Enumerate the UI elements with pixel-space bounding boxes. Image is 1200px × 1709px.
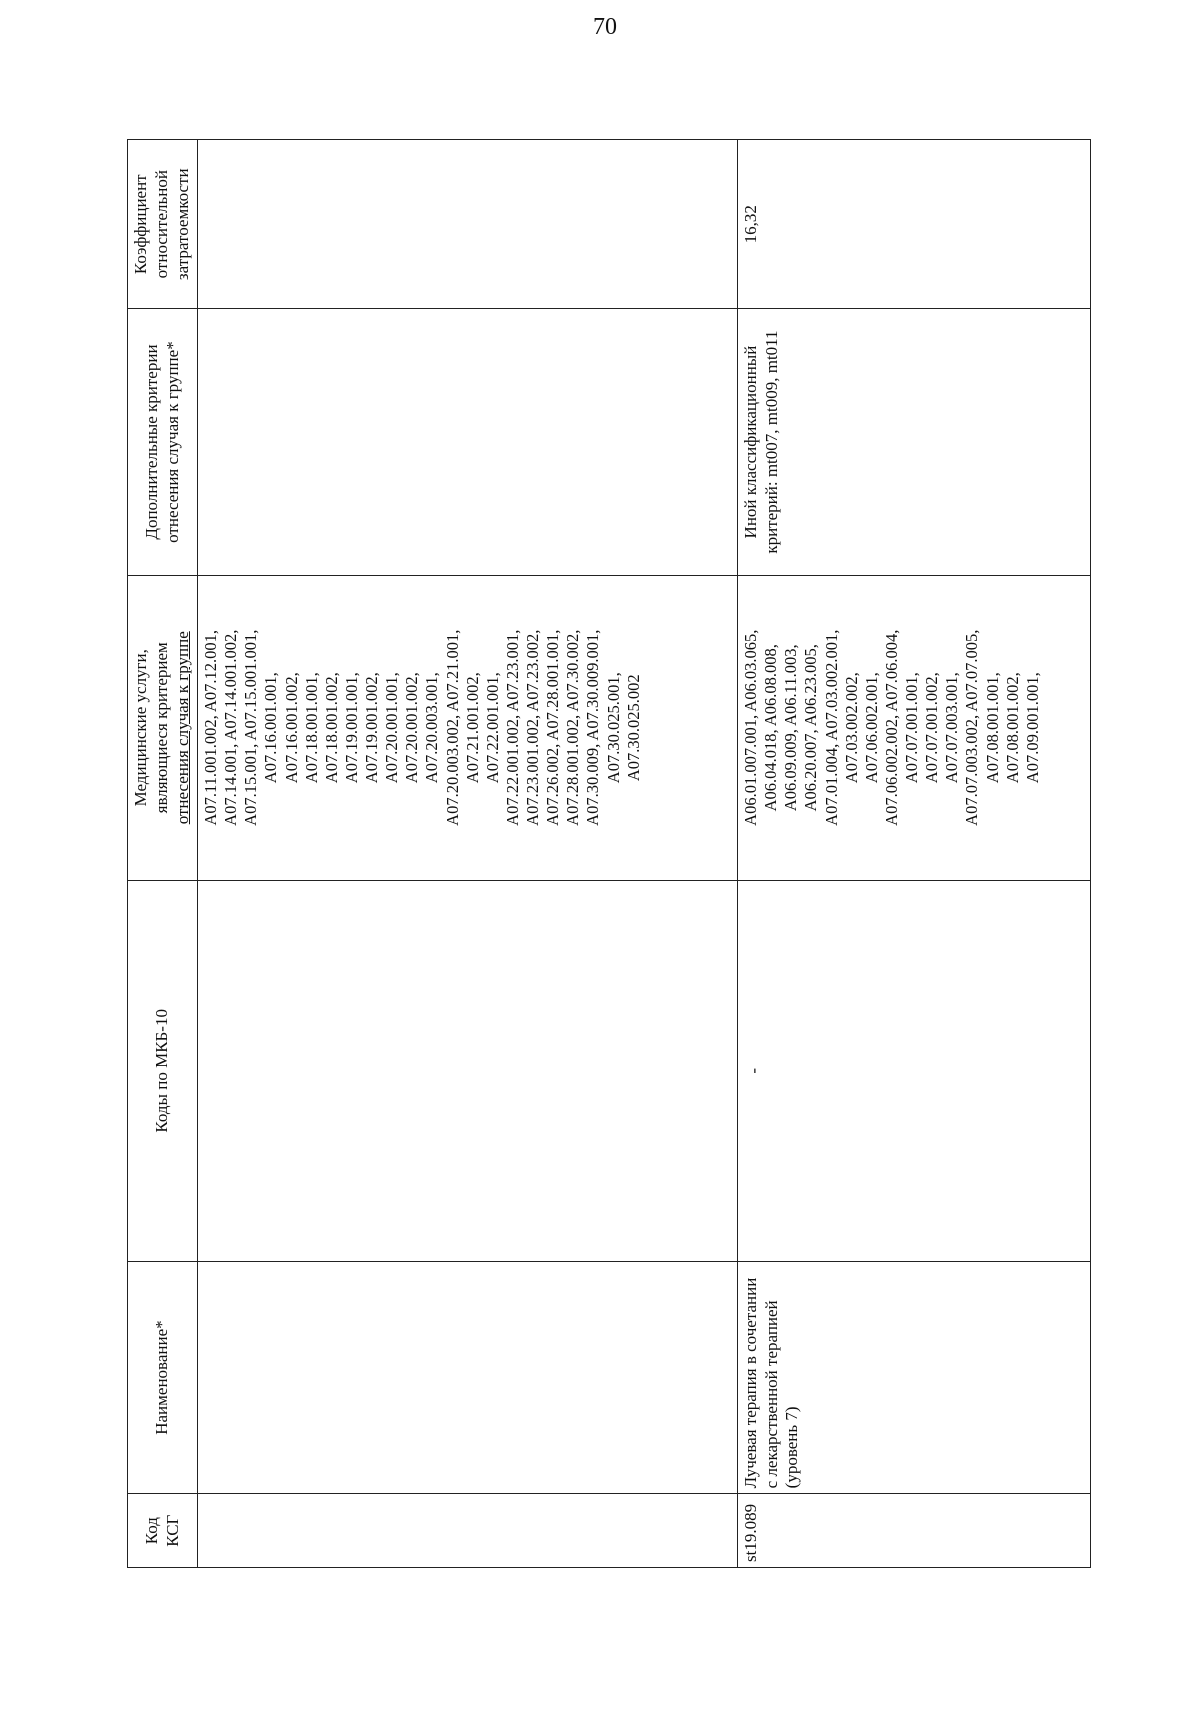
cell-mkb: -	[738, 880, 1091, 1261]
header-code: Код КСГ	[128, 1494, 198, 1568]
header-services-line3: отнесения случая к группе	[172, 631, 192, 825]
page-number: 70	[593, 14, 617, 40]
rotated-table-frame	[127, 139, 1090, 1568]
header-services-line1: Медицинские услуги,	[131, 649, 151, 807]
cell-name: Лучевая терапия в сочетании с лекарственной терапией (уровень 7)	[738, 1261, 1091, 1494]
cell-additional: Иной классификационный критерий: mt007, mt009, mt011	[738, 309, 1091, 575]
ksg-table	[127, 139, 1091, 1568]
cell-code: st19.089	[738, 1494, 1091, 1568]
cell-mkb	[198, 880, 738, 1261]
cell-name	[198, 1261, 738, 1494]
table-row	[198, 140, 738, 1568]
table-row	[738, 140, 1091, 1568]
cell-services: A06.01.007.001, A06.03.065, A06.04.018, A06.08.008, A06.09.009, A06.11.003, A06.20.007, A06.23.005, A07.01.004, A07.03.002.001, A07.03.002.002, A07.06.002.001, A07.06.002.002, A07.06.004, A07.07.001.001, A07.07.001.002, A07.07.003.001, A07.07.003.002, A07.07.005, A07.08.001.001, A07.08.001.002, A07.09.001.001,	[738, 575, 1091, 880]
cell-coefficient	[198, 140, 738, 309]
cell-services: A07.11.001.002, A07.12.001, A07.14.001, A07.14.001.002, A07.15.001, A07.15.001.001, A07.16.001.001, A07.16.001.002, A07.18.001.001, A07.18.001.002, A07.19.001.001, A07.19.001.002, A07.20.001.001, A07.20.001.002, A07.20.003.001, A07.20.003.002, A07.21.001, A07.21.001.002, A07.22.001.001, A07.22.001.002, A07.23.001, A07.23.001.002, A07.23.002, A07.26.002, A07.28.001.001, A07.28.001.002, A07.30.002, A07.30.009, A07.30.009.001, A07.30.025.001, A07.30.025.002	[198, 575, 738, 880]
header-mkb: Коды по МКБ-10	[128, 880, 198, 1261]
table-header-row	[128, 140, 198, 1568]
header-name: Наименование*	[128, 1261, 198, 1494]
header-coefficient: Коэффициент относительной затратоемкости	[128, 140, 198, 309]
cell-code	[198, 1494, 738, 1568]
cell-coefficient: 16,32	[738, 140, 1091, 309]
header-services-line2: являющиеся критерием	[152, 642, 172, 814]
cell-additional	[198, 309, 738, 575]
table-container	[127, 139, 1090, 1568]
header-services	[128, 575, 198, 880]
header-additional: Дополнительные критерии отнесения случая к группе*	[128, 309, 198, 575]
